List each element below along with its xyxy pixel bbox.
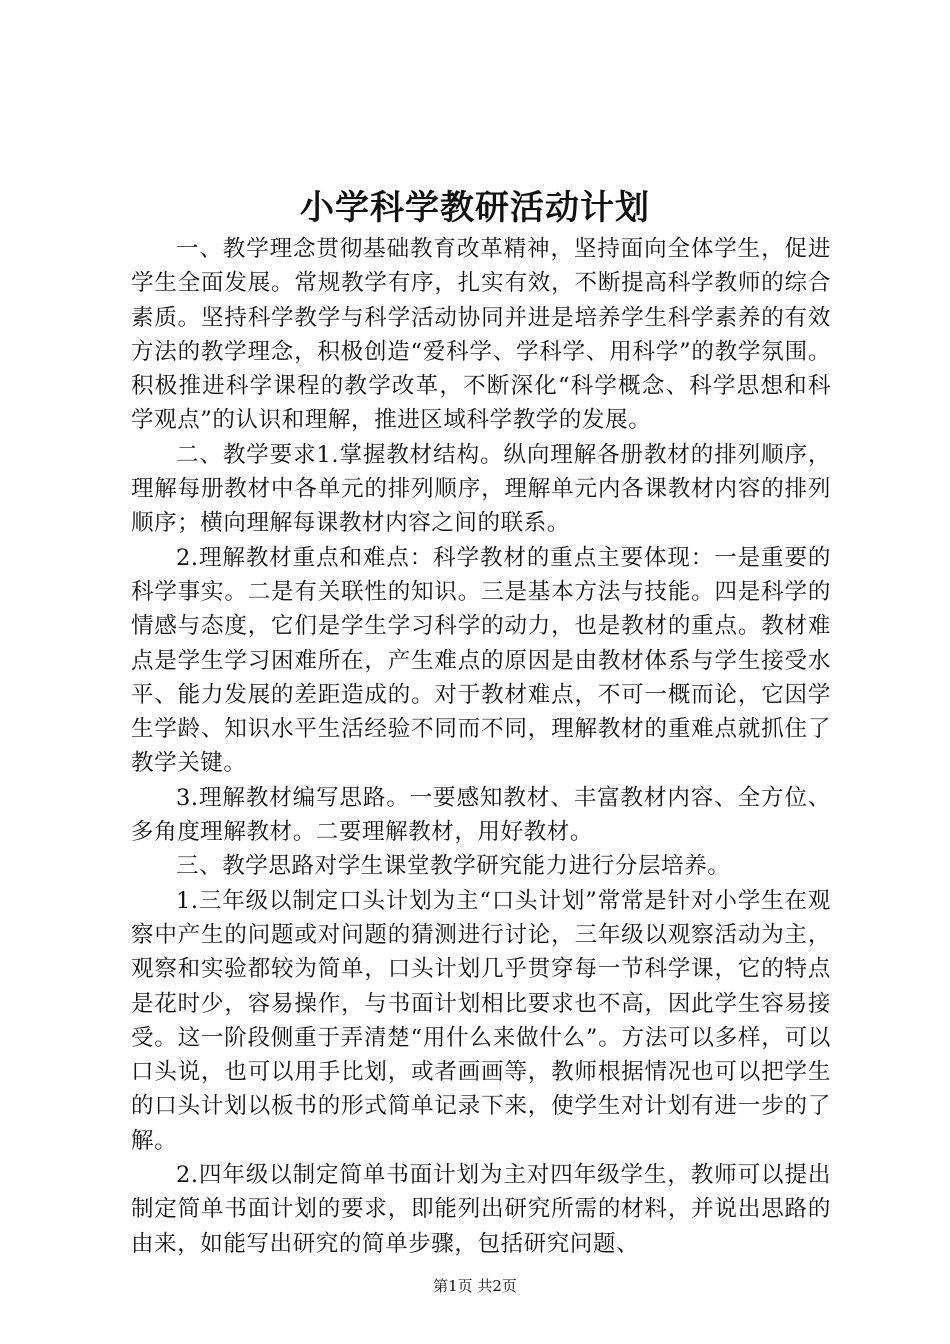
paragraph-grade-four-plan: 2.四年级以制定简单书面计划为主对四年级学生，教师可以提出制定简单书面计划的要求，即能列出研究所需的材料，并说出思路的由来，如能写出研究的简单步骤，包括研究问题、 (131, 1162, 831, 1257)
paragraph-teaching-approach: 三、教学思路对学生课堂教学研究能力进行分层培养。 (176, 853, 731, 880)
paragraph-teaching-philosophy: 一、教学理念贯彻基础教育改革精神，坚持面向全体学生，促进学生全面发展。常规教学有序，扎实有效，不断提高科学教师的综合素质。坚持科学教学与科学活动协同并进是培养学生科学素养的有效方法的教学理念，积极创造“爱科学、学科学、用科学”的教学氛围。积极推进科学课程的教学改革，不断深化“科学概念、科学思想和科学观点”的认识和理解，推进区域科学教学的发展。 (131, 236, 831, 434)
paragraph-grade-three-plan: 1.三年级以制定口头计划为主“口头计划”常常是针对小学生在观察中产生的问题或对问题的猜测进行讨论，三年级以观察活动为主，观察和实验都较为简单，口头计划几乎贯穿每一节科学课，它的特点是花时少，容易操作，与书面计划相比要求也不高，因此学生容易接受。这一阶段侧重于弄清楚“用什么来做什么”。方法可以多样，可以口头说，也可以用手比划，或者画画等，教师根据情况也可以把学生的口头计划以板书的形式简单记录下来，使学生对计划有进一步的了解。 (131, 887, 831, 1154)
paragraph-key-and-difficult-points: 2.理解教材重点和难点：科学教材的重点主要体现：一是重要的科学事实。二是有关联性的知识。三是基本方法与技能。四是科学的情感与态度，它们是学生学习科学的动力，也是教材的重点。教材难点是学生学习困难所在，产生难点的原因是由教材体系与学生接受水平、能力发展的差距造成的。对于教材难点，不可一概而论，它因学生学龄、知识水平生活经验不同而不同，理解教材的重难点就抓住了教学关键。 (131, 544, 831, 777)
page-number-footer: 第1页 共2页 (433, 1277, 517, 1295)
document-body (131, 232, 831, 1261)
paragraph-textbook-writing-ideas: 3.理解教材编写思路。一要感知教材、丰富教材内容、全方位、多角度理解教材。二要理解教材，用好教材。 (131, 784, 831, 846)
paragraph-teaching-requirements: 二、教学要求1.掌握教材结构。纵向理解各册教材的排列顺序，理解每册教材中各单元的排列顺序，理解单元内各课教材内容的排列顺序；横向理解每课教材内容之间的联系。 (131, 441, 831, 537)
document-title: 小学科学教研活动计划 (300, 188, 650, 228)
